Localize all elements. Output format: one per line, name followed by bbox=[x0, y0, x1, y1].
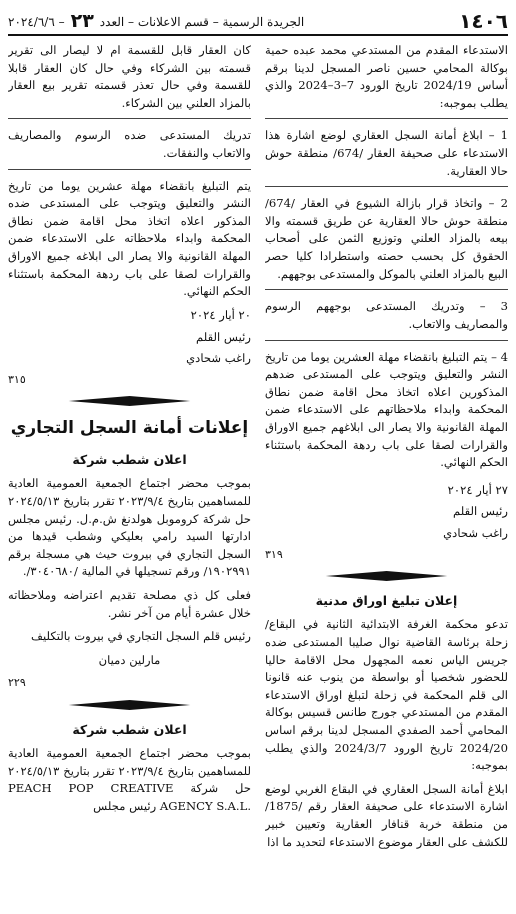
ad-body bbox=[8, 745, 251, 815]
signature-role: رئيس القلم bbox=[196, 329, 251, 344]
signature-block bbox=[8, 307, 251, 368]
continuation-paragraph: يتم التبليغ بانقضاء مهلة عشرين يوما من تاريخ النشر والتعليق ويتوجب على المستدعى ضده المذكور اعلاه اتخاذ محل اقامة ضمن نطاق المحكمة وابداء ملاحظاته على الاستدعاء ضمن المهلة القانونية والا يصار الى ابلاغه جميع الاوراق والقرارات لصقا على باب ردهة المحكمة باستثناء الحكم النهائي. bbox=[8, 178, 251, 299]
continuation-paragraph: تدريك المستدعى ضده الرسوم والمصاريف والاتعاب والنفقات. bbox=[8, 128, 251, 161]
notice-intro: الاستدعاء المقدم من المستدعي محمد عبده حمية بوكالة المحامي حسين ناصر المسجل لدينا برقم أساس 2024/19 تاريخ الورود 7–3–2024 والذي يطلب بموجبه: bbox=[265, 43, 508, 110]
ad-body: بموجب محضر اجتماع الجمعية العمومية العادية للمساهمين بتاريخ ٢٠٢٣/٩/٤ تقرر بتاريخ ٢٠٢٤/٥/١٣ حل شركة كروموبل هولدنغ ش.م.ل. رئيس مجلس ادارتها السيد رامي بعليكي وشطب قيدها من السجل التجاري في بيروت حيث هي مسجلة برقم ١٩٠٢٩٩١/ ورقم تسجيلها في المالية /٣٠٤٠٦٨٠/. bbox=[8, 476, 251, 579]
signature-role: رئيس القلم bbox=[453, 504, 508, 519]
divider-line bbox=[265, 340, 508, 341]
columns bbox=[8, 42, 508, 906]
ad-body-text: رئيس مجلس bbox=[93, 798, 157, 813]
divider-line bbox=[265, 118, 508, 119]
newspaper-name: الجريدة الرسمية – قسم الاعلانات – العدد bbox=[99, 14, 305, 29]
company-name: PEACH POP CREATIVE AGENCY S.A.L. bbox=[8, 781, 251, 813]
signature-date: ٢٠ أيار ٢٠٢٤ bbox=[190, 307, 251, 322]
signature-date: ٢٧ أيار ٢٠٢٤ bbox=[447, 482, 508, 497]
signature-block bbox=[265, 482, 508, 543]
divider-line bbox=[8, 169, 251, 170]
ornament-divider bbox=[265, 569, 508, 583]
issue-line bbox=[8, 12, 304, 31]
ad-body-text: بموجب محضر اجتماع الجمعية العمومية العادية للمساهمين بتاريخ ٢٠٢٣/٩/٤ تقرر بتاريخ ٢٠٢٤/٥/١٣ حل شركة bbox=[8, 746, 251, 796]
notice-body: تدعو محكمة الغرفة الابتدائية الثانية في البقاع/ زحلة برئاسة القاضية نوال صليبا المستدعى ضده جريس الياس نعمه المجهول محل الاقامة حاليا للحضور شخصيا أو بواسطة من ينوب عنه قانونا الى قلم المحكمة في زحلة لتبلغ اوراق الاستدعاء المقدم من المستدعي جورج طانس قسيس بوكالة المحامي أحمد الصفدي المسجل لدينا برقم اساس 2024/20 تاريخ الورود 2024/3/7 والذي يطلب بموجبه: bbox=[265, 617, 508, 773]
page-header bbox=[8, 6, 508, 36]
section-title: إعلانات أمانة السجل التجاري bbox=[10, 418, 249, 439]
notice-item-2: 2 – واتخاذ قرار بازالة الشيوع في العقار /674/ منطقة حوش حالا العقارية عن طريق قسمته والا بيعه بالمزاد العلني وتوزيع الثمن على أصحاب الحقوق كل بحسب حصته واستطرادا كليا حصر البيع بالمزاد العلني بالموكل والمستدعى بوجههم. bbox=[265, 196, 508, 281]
ornament-divider bbox=[8, 698, 251, 712]
notice-title: إعلان تبليغ اوراق مدنية bbox=[315, 593, 458, 609]
ornament-divider bbox=[8, 394, 251, 408]
signature-name: راغب شحادي bbox=[186, 351, 251, 366]
ad-title: اعلان شطب شركة bbox=[72, 452, 187, 468]
notice-item-4: 4 – يتم التبليغ بانقضاء مهلة العشرين يوما من تاريخ النشر والتعليق ويتوجب على المستدعى ضدهم المذكورين اعلاه اتخاذ محل اقامة ضمن نطاق المحكمة وابداء ملاحظاتهم على الاستدعاء ضمن المهلة القانونية والا يصار الى ابلاغهم جميع الاوراق والقرارات لصقا على باب ردهة المحكمة باستثناء الحكم النهائي. bbox=[265, 349, 508, 470]
signature-name: راغب شحادي bbox=[443, 526, 508, 541]
reference-number: ٣١٩ bbox=[265, 547, 283, 561]
issue-number: ٢٣ bbox=[70, 10, 94, 32]
ad-note: فعلى كل ذي مصلحة تقديم اعتراضه وملاحظاته خلال عشرة أيام من آخر نشر. bbox=[8, 587, 251, 620]
page-number: ١٤٠٦ bbox=[459, 9, 508, 33]
notice-item-1: 1 – ابلاغ أمانة السجل العقاري لوضع اشارة هذا الاستدعاء على صحيفة العقار /674/ منطقة حوش حالا العقارية. bbox=[265, 128, 508, 178]
reference-number: ٢٢٩ bbox=[8, 676, 26, 690]
ad-title: اعلان شطب شركة bbox=[72, 722, 187, 738]
left-column bbox=[8, 42, 251, 906]
divider-line bbox=[8, 118, 251, 119]
issue-date: – ٢٠٢٤/٦/٦ bbox=[8, 14, 65, 29]
ad-signature-role: رئيس قلم السجل التجاري في بيروت بالتكليف bbox=[31, 629, 251, 644]
divider-line bbox=[265, 186, 508, 187]
ad-signature-name: مارلين دميان bbox=[98, 652, 161, 667]
continuation-paragraph: كان العقار قابل للقسمة ام لا ليصار الى تقرير قسمته بين الشركاء وفي حال كان العقار قابلا للقسمة وفي حال تعذر قسمته تقرير بيع العقار بالمزاد العلني بين الشركاء. bbox=[8, 43, 251, 110]
notice-item: ابلاغ أمانة السجل العقاري في البقاع الغربي لوضع اشارة الاستدعاء على صحيفة العقار رقم /1875/ من منطقة خربة قنافار العقارية وتعيين خبير للكشف على العقار موضوع الاستدعاء لتحديد ما اذا bbox=[265, 781, 508, 849]
right-column bbox=[265, 42, 508, 906]
divider-line bbox=[265, 289, 508, 290]
notice-item-3: 3 – وتدريك المستدعى بوجههم الرسوم والمصاريف والاتعاب. bbox=[265, 299, 508, 331]
reference-number: ٣١٥ bbox=[8, 372, 26, 386]
